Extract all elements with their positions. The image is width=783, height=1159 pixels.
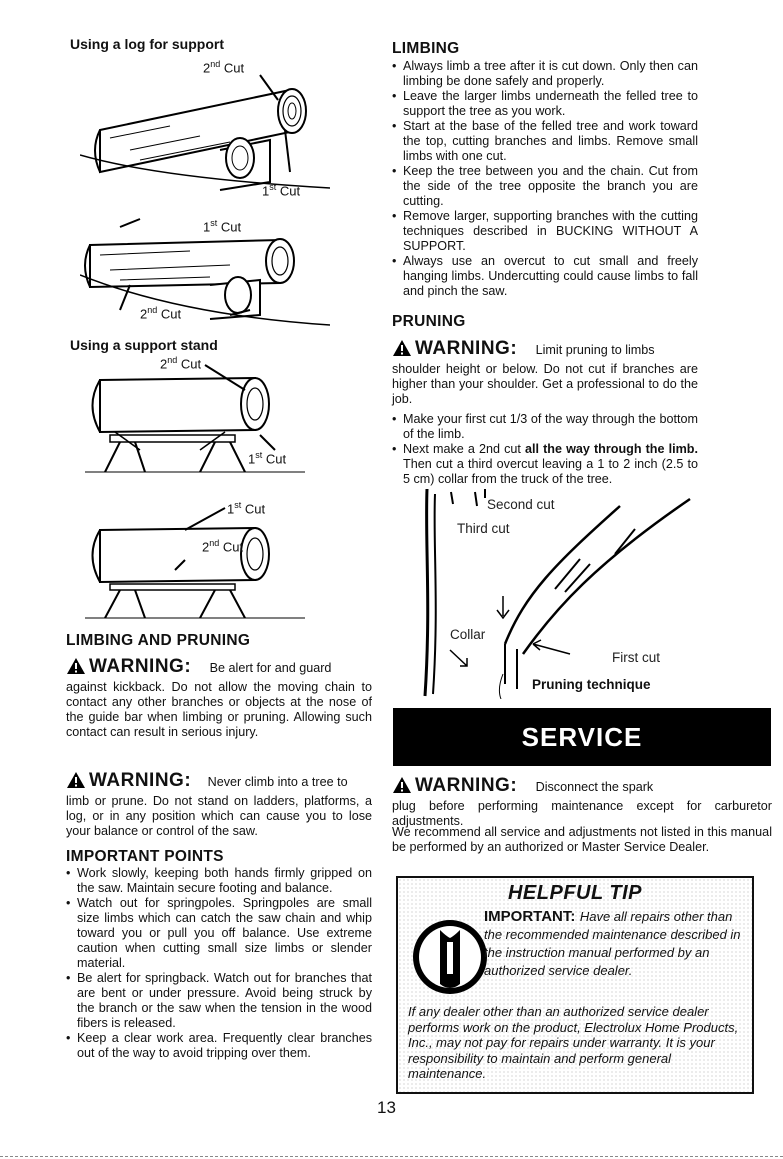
warning-triangle-icon <box>392 776 412 799</box>
bottom-rule <box>0 1156 783 1157</box>
first-cut-diagram-label: First cut <box>612 650 661 665</box>
list-item: • Make your first cut 1/3 of the way through the bottom of the limb. <box>392 412 698 442</box>
warning-triangle-icon <box>66 771 86 794</box>
stand-support-figure-2 <box>85 500 305 625</box>
second-cut-label-3: 2nd Cut <box>160 355 202 372</box>
tip-full-text: If any dealer other than an authorized service dealer performs work on the product, Electrolux Home Products, Inc., may not pay for repairs under warranty. It is your responsibility to maintain and perform general maintenance. <box>408 1004 739 1081</box>
warning-triangle-icon <box>66 657 86 680</box>
first-cut-label: 1st Cut <box>262 182 301 199</box>
list-item: • Remove larger, supporting branches with the cutting techniques described in BUCKING WITHOUT A SUPPORT. <box>392 209 698 254</box>
wrench-icon <box>410 912 490 1002</box>
first-cut-label-2: 1st Cut <box>203 218 242 235</box>
collar-diagram-label: Collar <box>450 627 486 642</box>
limbing-pruning-heading: LIMBING AND PRUNING <box>66 632 251 649</box>
list-item: • Always use an overcut to cut small and freely hanging limbs. Undercutting could cause limbs to fall and pinch the saw. <box>392 254 698 299</box>
list-item: • Keep the tree between you and the chain. Cut from the side of the tree opposite the branch you are cutting. <box>392 164 698 209</box>
pruning-technique-diagram <box>405 484 705 699</box>
helpful-tip-box <box>396 876 754 1094</box>
pruning-technique-caption: Pruning technique <box>532 677 651 692</box>
list-item: • Leave the larger limbs underneath the felled tree to support the tree as you work. <box>392 89 698 119</box>
list-item: • Start at the base of the felled tree and work toward the top, cutting branches and limbs. Remove small limbs with one cut. <box>392 119 698 164</box>
list-item: • Work slowly, keeping both hands firmly gripped on the saw. Maintain secure footing and balance. <box>66 866 372 896</box>
first-cut-label-4: 1st Cut <box>227 500 266 517</box>
pruning-warning: WARNING: Limit pruning to limbs shoulder height or below. Do not cut if branches are higher than your shoulder. Get a professional to do the job. <box>392 338 698 406</box>
log-support-figure-1 <box>80 60 330 200</box>
pruning-heading: PRUNING <box>392 313 466 330</box>
second-cut-label: 2nd Cut <box>203 59 245 76</box>
warning-triangle-icon <box>392 339 412 362</box>
important-points-list <box>66 866 372 1061</box>
tip-indented-text: IMPORTANT: Have all repairs other than the recommended maintenance described in the instruction manual performed by an authorized service dealer. <box>484 908 741 978</box>
list-item: • Always limb a tree after it is cut down. Only then can limbing be done safely and properly. <box>392 59 698 89</box>
limbing-heading: LIMBING <box>392 40 460 57</box>
service-section-bar: SERVICE <box>393 708 771 766</box>
important-points-heading: IMPORTANT POINTS <box>66 848 224 865</box>
limbing-list <box>392 59 698 299</box>
second-cut-label-2: 2nd Cut <box>140 305 182 322</box>
kickback-warning: WARNING: Be alert for and guard against kickback. Do not allow the moving chain to contact any other branches or objects at the nose of the guide bar when limbing or pruning. Allowing such contact can result in serious injury. <box>66 656 372 739</box>
second-cut-diagram-label: Second cut <box>487 497 555 512</box>
service-paragraph: We recommend all service and adjustments not listed in this manual be performed by an authorized or Master Service Dealer. <box>392 825 772 854</box>
list-item: • Keep a clear work area. Frequently clear branches out of the way to avoid tripping over them. <box>66 1031 372 1061</box>
list-item: • Be alert for springback. Watch out for branches that are bent or under pressure. Avoid being struck by the branch or the saw when the tension in the wood fibers is released. <box>66 971 372 1031</box>
pruning-list <box>392 412 698 487</box>
list-item: • Next make a 2nd cut all the way through the limb. Then cut a third overcut leaving a 1 to 2 inch (2.5 to 5 cm) collar from the truck of the tree. <box>392 442 698 487</box>
page-number: 13 <box>377 1098 396 1117</box>
list-item: • Watch out for springpoles. Springpoles are small size limbs which can catch the saw chain and whip toward you or pull you off balance. Use extreme caution when cutting small size limbs or slender material. <box>66 896 372 971</box>
third-cut-diagram-label: Third cut <box>457 521 510 536</box>
climb-warning: WARNING: Never climb into a tree to limb or prune. Do not stand on ladders, platforms, a log, or in any position which can cause you to lose your balance or control of the saw. <box>66 770 372 838</box>
helpful-tip-title: HELPFUL TIP <box>507 882 643 904</box>
second-cut-label-4: 2nd Cut <box>202 538 244 555</box>
log-support-title: Using a log for support <box>70 36 224 52</box>
first-cut-label-3: 1st Cut <box>248 450 287 467</box>
service-warning: WARNING: Disconnect the spark plug before performing maintenance except for carburetor adjustments. <box>392 775 772 828</box>
stand-support-title: Using a support stand <box>70 337 218 353</box>
